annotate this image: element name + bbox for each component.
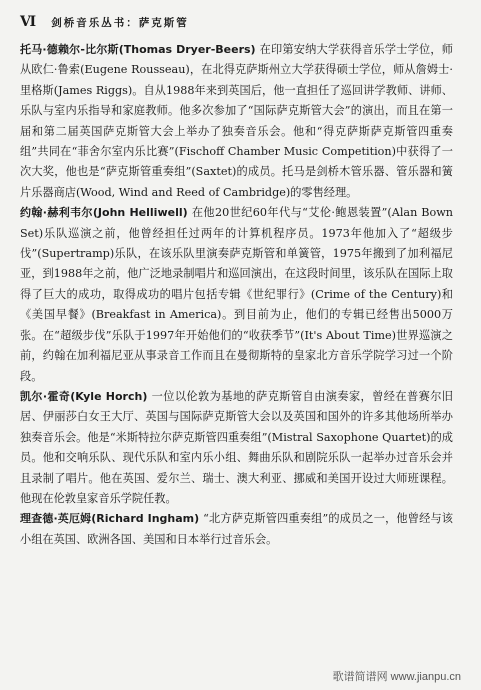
person-name: 托马·德赖尔-比尔斯(Thomas Dryer-Beers) — [20, 43, 260, 56]
person-name: 约翰·赫利韦尔(John Helliwell) — [20, 206, 192, 220]
biography-text: “北方萨克斯管四重奏组”的成员之一，他曾经与该小组在英国、欧洲各国、美国和日本举行过音乐会。 — [20, 512, 453, 546]
running-header — [20, 14, 189, 30]
biography-text: 在印第安纳大学获得音乐学士学位，师从欧仁·鲁索(Eugene Rousseau)，在北得克萨斯州立大学获得硕士学位，师从詹姆士·里格斯(James Riggs)。自从1988年来到英国后，他一直担任了巡回讲学教师、讲师、乐队与室内乐指导和家庭教师。他多次参加了“国际萨克斯管大会”的演出，而且在第一届和第二届英国萨克斯管大会上举办了独奏音乐会。他和“得克萨斯萨克斯管四重奏组”共同在“菲舍尔室内乐比赛”(Fischoff Chamber Music Competition)中获得了一次大奖，他也是“萨克斯管重奏组”(Saxtet)的成员。托马是剑桥木管乐器、管乐器和簧片乐器商店(Wood, Wind and Reed of Cambridge)的零售经理。 — [20, 43, 453, 199]
person-name: 理查德·英厄姆(Richard Ingham) — [20, 512, 204, 526]
watermark: 歌谱简谱网 www.jianpu.cn — [332, 671, 461, 683]
biography-text: 一位以伦敦为基地的萨克斯管自由演奏家，曾经在普赛尔旧居、伊丽莎白女王大厅、英国与国际萨克斯管大会以及英国和国外的许多其他场所举办独奏音乐会。他是“米斯特拉尔萨克斯管四重奏组”(Mistral Saxophone Quartet)的成员。他和交响乐队、现代乐队和室内乐小组、舞曲乐队和剧院乐队一起举办过音乐会并且录制了唱片。他在英国、爱尔兰、瑞士、澳大利亚、挪威和美国开设过大师班课程。他现在伦敦皇家音乐学院任教。 — [20, 389, 453, 505]
biography-entry — [20, 203, 453, 387]
biography-text: 在他20世纪60年代与“艾伦·鲍恩装置”(Alan Bown Set)乐队巡演之前，他曾经担任过两年的计算机程序员。1973年他加入了“超级步伐”(Supertramp)乐队，在该乐队里演奏萨克斯管和单簧管，1975年搬到了加利福尼亚，到1988年之前，他广泛地录制唱片和巡回演出，在这段时间里，该乐队在国际上取得了巨大的成功，取得成功的唱片包括专辑《世纪罪行》(Crime of the Century)和《美国早餐》(Breakfast in America)。到目前为止，他们的专辑已经售出5000万张。在“超级步伐”乐队于1997年开始他们的“收获季节”(It's About Time)世界巡演之前，约翰在加利福尼亚从事录音工作而且在曼彻斯特的皇家北方音乐学院学习过一个阶段。 — [20, 206, 453, 383]
series-title: 剑桥音乐丛书：萨克斯管 — [51, 17, 189, 29]
biography-entry — [20, 509, 453, 550]
person-name: 凯尔·霍奇(Kyle Horch) — [20, 389, 152, 403]
page-number: Ⅵ — [20, 14, 37, 30]
biography-entry — [20, 40, 453, 203]
biography-list — [20, 40, 453, 550]
biography-entry — [20, 387, 453, 509]
